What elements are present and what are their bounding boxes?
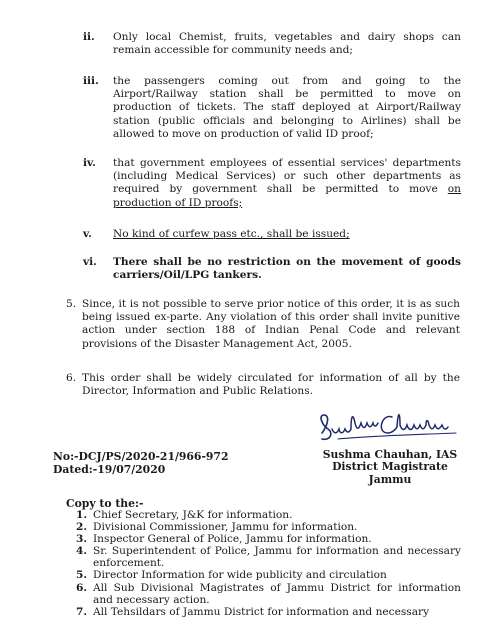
officer-name: Sushma Chauhan, IAS [322, 448, 458, 461]
paragraph-text: This order shall be widely circulated for information of all by the Director, Information and Public Relations. [82, 372, 460, 398]
clause-text: the passengers coming out from and going to the Airport/Railway station shall be permitted to move on production of tickets. The staff deployed at Airport/Railway station (public officials and belonging to Airlines) shall be allowed to move on production of valid ID proof; [113, 75, 461, 140]
reference-number: No:-DCJ/PS/2020-21/966-972 [53, 450, 229, 463]
paragraph-number: 5. [66, 298, 77, 310]
list-item-text: Inspector General of Police, Jammu for information. [93, 533, 372, 546]
list-item-number: 4. [76, 545, 88, 558]
list-item-number: 2. [76, 521, 88, 534]
copy-to-heading: Copy to the:- [66, 497, 144, 510]
list-item [76, 582, 461, 606]
clause-text: There shall be no restriction on the movement of goods carriers/Oil/LPG tankers. [113, 256, 461, 282]
list-item [76, 509, 461, 521]
list-item-number: 1. [76, 509, 88, 521]
clause-text: Only local Chemist, fruits, vegetables and dairy shops can remain accessible for community needs and; [113, 31, 461, 57]
officer-place: Jammu [368, 472, 412, 486]
copy-to-list [76, 509, 461, 618]
list-item [76, 606, 461, 618]
list-item-text: Divisional Commissioner, Jammu for information. [93, 521, 358, 534]
clause-number: iii. [83, 75, 99, 87]
clause-number: ii. [83, 31, 95, 43]
list-item-text: All Sub Divisional Magistrates of Jammu District for information and necessary action. [93, 581, 461, 606]
list-item-number: 5. [76, 569, 88, 582]
list-item [76, 521, 461, 533]
list-item [76, 545, 461, 569]
officer-title: District Magistrate [332, 460, 448, 474]
list-item [76, 533, 461, 545]
clause-text [113, 157, 461, 210]
clause-text-plain: that government employees of essential services' departments (including Medical Services) or such other departments as required by government shall be permitted to move [113, 157, 461, 196]
paragraph-text: Since, it is not possible to serve prior notice of this order, it is as such being issued ex-parte. Any violation of this order shall invite punitive action under section 188 of Indian Penal Code and relevant provisions of the Disaster Management Act, 2005. [82, 298, 460, 350]
list-item [76, 569, 461, 581]
clause-text-underlined: on production of ID proofs; [113, 183, 461, 209]
list-item-number: 6. [76, 581, 88, 594]
signature-image [318, 403, 463, 445]
list-item-text: Chief Secretary, J&K for information. [93, 509, 293, 521]
list-item-text: Sr. Superintendent of Police, Jammu for information and necessary enforcement. [93, 545, 461, 570]
officer-block [320, 449, 460, 486]
clause-number: vi. [83, 256, 97, 268]
list-item-text: Director Information for wide publicity and circulation [93, 569, 387, 582]
clause-text-underlined: No kind of curfew pass etc., shall be issued; [113, 228, 350, 240]
list-item-text: All Tehsildars of Jammu District for information and necessary [93, 605, 430, 618]
list-item-number: 3. [76, 533, 88, 546]
clause-number: v. [83, 228, 92, 240]
clause-number: iv. [83, 157, 96, 169]
list-item-number: 7. [76, 605, 88, 618]
reference-date: Dated:-19/07/2020 [53, 463, 166, 476]
paragraph-number: 6. [66, 372, 77, 384]
